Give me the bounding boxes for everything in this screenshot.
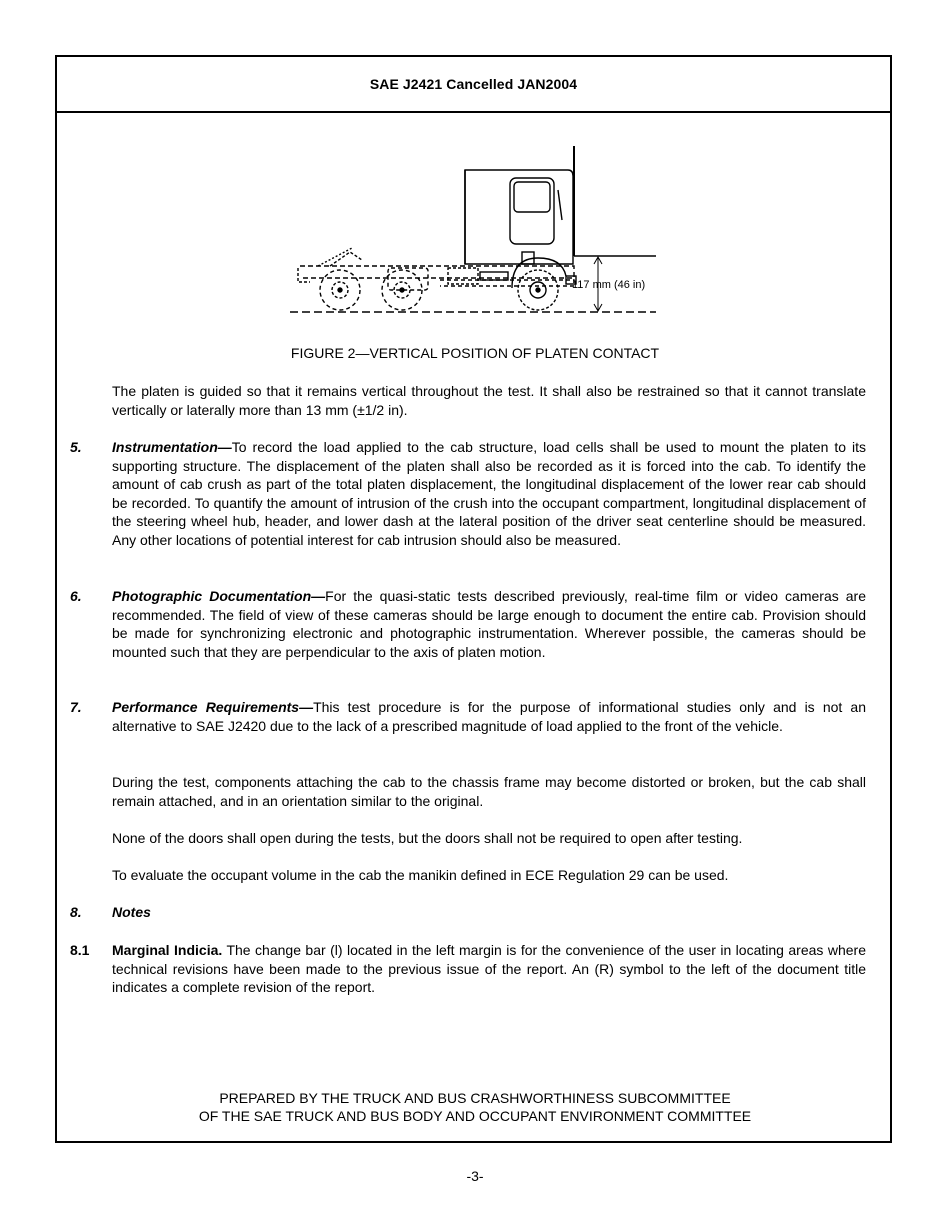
document-title: SAE J2421 Cancelled JAN2004 — [369, 76, 578, 92]
section-7-number: 7. — [70, 699, 82, 715]
section-7-paragraph-3: None of the doors shall open during the tests, but the doors shall not be required to open after testing. — [112, 830, 743, 846]
section-5-heading: Instrumentation— — [112, 439, 232, 455]
section-7-paragraph — [112, 698, 866, 735]
section-5-text: To record the load applied to the cab structure, load cells shall be used to mount the platen to its supporting structure. The displacement of the platen shall also be recorded as it is forced into the cab. To identify the amount of cab crush as part of the total platen displacement, the longitudinal displacement of the lower rear cab should be recorded. To quantify the amount of intrusion of the crush into the occupant compartment, longitudinal displacement of the steering wheel hub, header, and lower dash at the lateral position of the driver seat centerline should be measured. Any other locations of potential interest for cab intrusion should also be measured. — [112, 439, 866, 548]
section-8-1-paragraph — [112, 941, 866, 997]
section-8-heading: Notes — [112, 904, 151, 920]
footer-line-2: OF THE SAE TRUCK AND BUS BODY AND OCCUPANT ENVIRONMENT COMMITTEE — [198, 1108, 752, 1124]
section-5-number: 5. — [70, 439, 82, 455]
page-number: -3- — [466, 1168, 484, 1184]
section-8-1-number: 8.1 — [70, 942, 90, 958]
section-6-paragraph — [112, 587, 866, 661]
section-7-heading: Performance Requirements— — [112, 699, 314, 715]
section-6-number: 6. — [70, 588, 82, 604]
section-8-heading-line — [112, 903, 866, 922]
document-header — [57, 57, 890, 113]
footer-line-1: PREPARED BY THE TRUCK AND BUS CRASHWORTHINESS SUBCOMMITTEE — [219, 1090, 731, 1106]
intro-paragraph: The platen is guided so that it remains vertical throughout the test. It shall also be restrained so that it cannot translate vertically or laterally more than 13 mm (±1/2 in). — [112, 383, 866, 418]
figure-caption: FIGURE 2—VERTICAL POSITION OF PLATEN CONTACT — [290, 345, 660, 361]
section-7-text: This test procedure is for the purpose of informational studies only and is not an alternative to SAE J2420 due to the lack of a prescribed magnitude of load applied to the front of the vehicle. — [112, 699, 866, 734]
section-5-paragraph — [112, 438, 866, 550]
section-7-paragraph-2: During the test, components attaching the cab to the chassis frame may become distorted or broken, but the cab shall remain attached, and in an orientation similar to the original. — [112, 774, 866, 809]
section-7-paragraph-4: To evaluate the occupant volume in the cab the manikin defined in ECE Regulation 29 can be used. — [112, 867, 729, 883]
section-8-number: 8. — [70, 904, 82, 920]
section-8-1-text: The change bar (l) located in the left margin is for the convenience of the user in locating areas where technical revisions have been made to the previous issue of the report. An (R) symbol to the left of the document title indicates a complete revision of the report. — [112, 942, 866, 996]
section-6-heading: Photographic Documentation— — [112, 588, 326, 604]
section-8-1-heading: Marginal Indicia. — [112, 942, 223, 958]
dimension-label: 117 mm (46 in) — [572, 279, 646, 291]
section-6-text: For the quasi-static tests described previously, real-time film or video cameras are recommended. The field of view of these cameras should be large enough to document the entire cab. Provision should be made for synchronizing electronic and photographic instrumentation. Wherever possible, the cameras should be mounted such that they are perpendicular to the axis of platen motion. — [112, 588, 867, 660]
truck-cab-figure — [290, 140, 670, 320]
